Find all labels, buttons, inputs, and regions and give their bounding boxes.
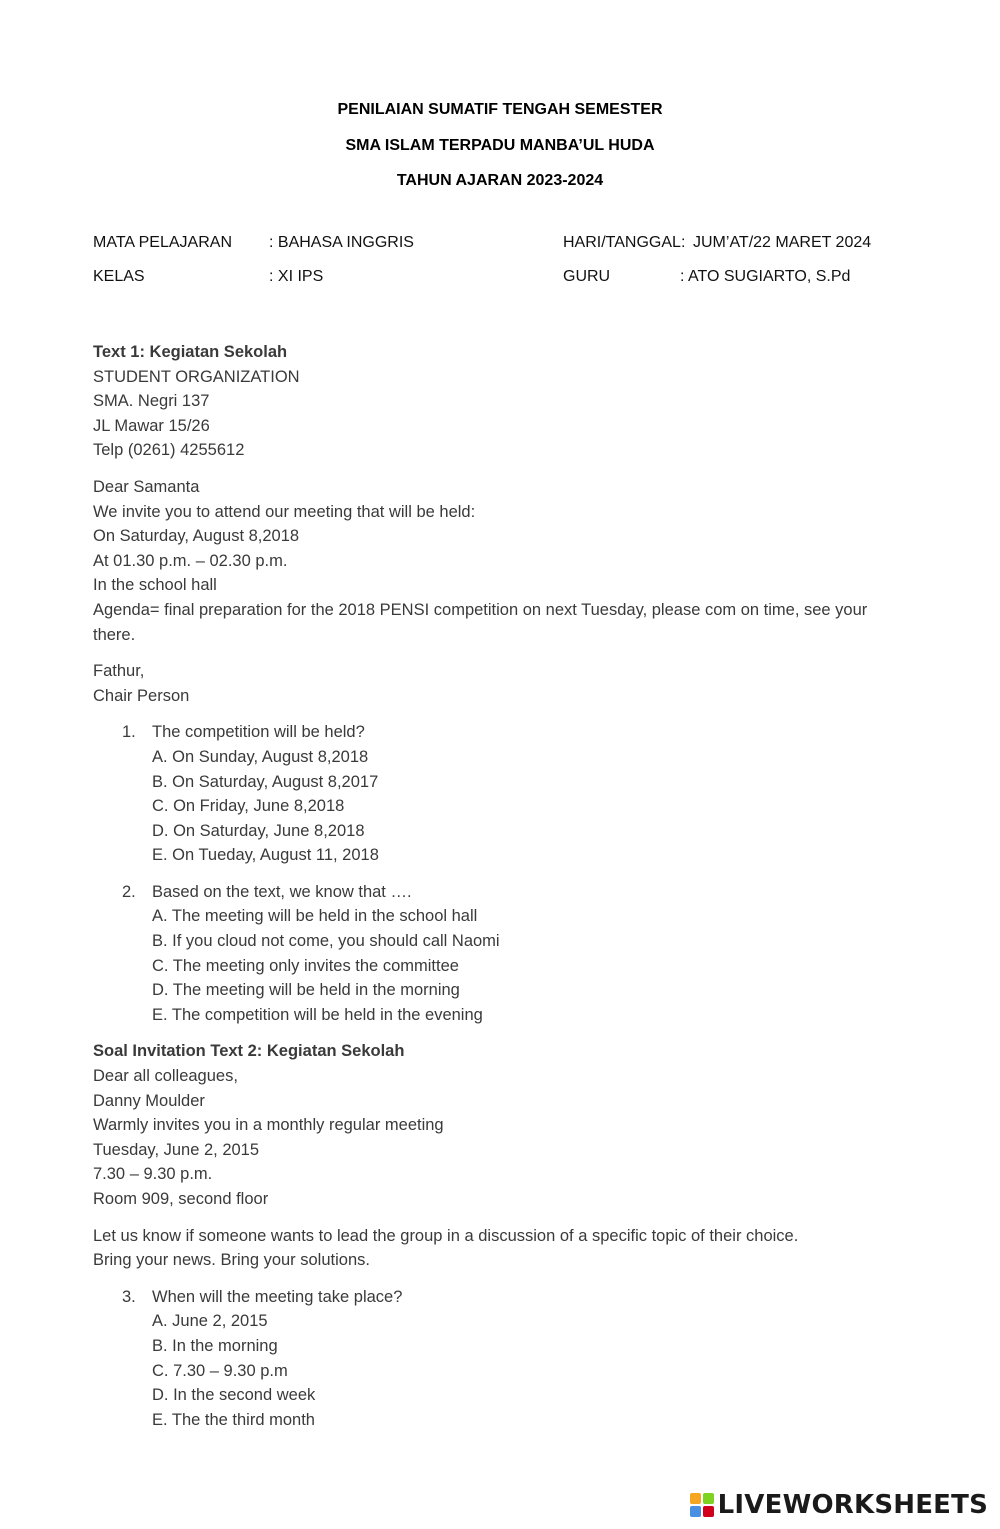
text1-agenda: Agenda= final preparation for the 2018 PENSI competition on next Tuesday, please com on time, see your there. bbox=[93, 600, 868, 644]
question-block bbox=[93, 720, 913, 868]
question-text: The competition will be held? bbox=[152, 723, 365, 742]
exam-title: PENILAIAN SUMATIF TENGAH SEMESTER bbox=[337, 101, 663, 118]
text1-title: Text 1: Kegiatan Sekolah bbox=[93, 343, 288, 361]
question-block bbox=[93, 880, 913, 1028]
text2-line: Dear all colleagues, bbox=[93, 1067, 238, 1086]
date-label: HARI/TANGGAL: bbox=[563, 234, 686, 251]
answer-option[interactable]: C. The meeting only invites the committee bbox=[152, 956, 459, 975]
school-name: SMA ISLAM TERPADU MANBA’UL HUDA bbox=[345, 136, 655, 154]
teacher-value: : ATO SUGIARTO, S.Pd bbox=[680, 268, 851, 285]
answer-option[interactable]: E. The competition will be held in the evening bbox=[152, 1005, 483, 1024]
text1-sign-name: Fathur, bbox=[93, 662, 145, 681]
text2-closing: Bring your news. Bring your solutions. bbox=[93, 1251, 370, 1270]
exam-meta bbox=[93, 232, 913, 300]
logo-text: LIVEWORKSHEETS bbox=[717, 1490, 988, 1520]
answer-option[interactable]: B. On Saturday, August 8,2017 bbox=[152, 772, 379, 791]
answer-option[interactable]: E. On Tueday, August 11, 2018 bbox=[152, 846, 379, 865]
question-text: Based on the text, we know that …. bbox=[152, 882, 412, 901]
date-value: JUM’AT/22 MARET 2024 bbox=[693, 234, 872, 251]
question-number: 3. bbox=[122, 1287, 136, 1306]
question bbox=[93, 1285, 913, 1310]
text1-body-line: Dear Samanta bbox=[93, 477, 200, 496]
question bbox=[93, 720, 913, 745]
question bbox=[93, 880, 913, 905]
question-number: 1. bbox=[122, 723, 136, 742]
answer-option[interactable]: D. In the second week bbox=[152, 1386, 316, 1405]
answer-option[interactable]: C. 7.30 – 9.30 p.m bbox=[152, 1361, 288, 1380]
text2-closing: Let us know if someone wants to lead the group in a discussion of a specific topic of their choice. bbox=[93, 1226, 799, 1245]
worksheet-body bbox=[93, 340, 913, 1432]
text2-line: Warmly invites you in a monthly regular meeting bbox=[93, 1116, 444, 1135]
text1-body-line: On Saturday, August 8,2018 bbox=[93, 527, 300, 546]
answer-option[interactable]: B. If you cloud not come, you should call Naomi bbox=[152, 932, 500, 951]
text1-line: Telp (0261) 4255612 bbox=[93, 441, 245, 460]
text2-title: Soal Invitation Text 2: Kegiatan Sekolah bbox=[93, 1042, 405, 1061]
question-text: When will the meeting take place? bbox=[152, 1287, 403, 1306]
answer-option[interactable]: C. On Friday, June 8,2018 bbox=[152, 797, 345, 816]
answer-option[interactable]: A. The meeting will be held in the school hall bbox=[152, 907, 478, 926]
text1-body-line: We invite you to attend our meeting that will be held: bbox=[93, 502, 476, 521]
liveworksheets-logo[interactable] bbox=[690, 1489, 988, 1521]
answer-option[interactable]: B. In the morning bbox=[152, 1336, 278, 1355]
answer-option[interactable]: A. June 2, 2015 bbox=[152, 1312, 268, 1331]
answer-option[interactable]: D. On Saturday, June 8,2018 bbox=[152, 821, 365, 840]
teacher-label: GURU bbox=[563, 268, 611, 285]
class-value: : XI IPS bbox=[269, 268, 324, 285]
text2-line: Danny Moulder bbox=[93, 1091, 205, 1110]
text2-line: Room 909, second floor bbox=[93, 1190, 269, 1208]
answer-option[interactable]: A. On Sunday, August 8,2018 bbox=[152, 747, 369, 766]
text2-line: Tuesday, June 2, 2015 bbox=[93, 1140, 260, 1159]
text1-line: SMA. Negri 137 bbox=[93, 392, 210, 411]
text1-body-line: In the school hall bbox=[93, 576, 217, 595]
question-number: 2. bbox=[122, 882, 136, 901]
text1-sign-role: Chair Person bbox=[93, 686, 190, 705]
text1-line: JL Mawar 15/26 bbox=[93, 416, 210, 435]
text1-line: STUDENT ORGANIZATION bbox=[93, 367, 300, 386]
liveworksheets-logo-icon bbox=[690, 1493, 714, 1517]
answer-option[interactable]: D. The meeting will be held in the morning bbox=[152, 981, 460, 1000]
text2-line: 7.30 – 9.30 p.m. bbox=[93, 1165, 213, 1184]
answer-option[interactable]: E. The the third month bbox=[152, 1410, 315, 1429]
academic-year: TAHUN AJARAN 2023-2024 bbox=[396, 172, 604, 189]
subject-label: MATA PELAJARAN bbox=[93, 234, 232, 251]
question-block bbox=[93, 1285, 913, 1433]
exam-header bbox=[0, 92, 1000, 199]
class-label: KELAS bbox=[93, 268, 145, 285]
text1-body-line: At 01.30 p.m. – 02.30 p.m. bbox=[93, 551, 288, 570]
subject-value: : BAHASA INGGRIS bbox=[269, 234, 414, 251]
